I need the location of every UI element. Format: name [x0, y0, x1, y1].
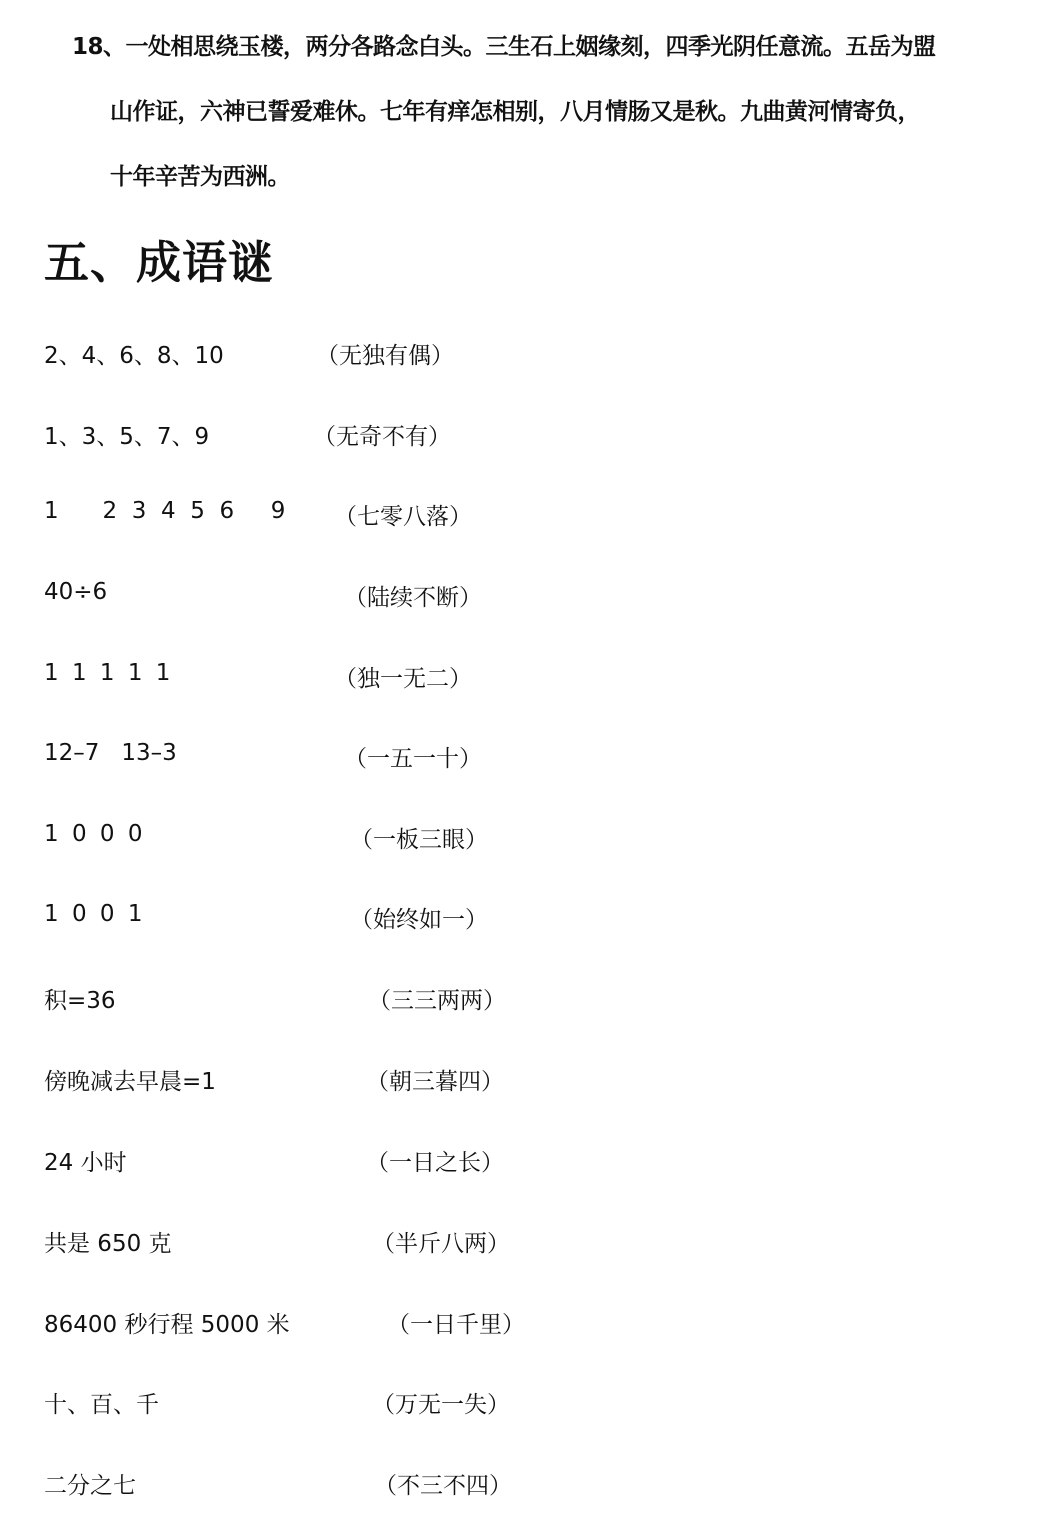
riddle-row: [0, 982, 1045, 1022]
riddle-row: [0, 1467, 1045, 1507]
riddle-row: [0, 1144, 1045, 1184]
riddle-answer: （朝三暮四）: [366, 1069, 504, 1095]
riddle-row: [0, 821, 1045, 861]
riddle-answer: （不三不四）: [374, 1473, 512, 1499]
riddle-row: [0, 1063, 1045, 1103]
poem-line-3: 十年辛苦为西洲。: [110, 164, 290, 190]
riddle-answer: （一板三眼）: [350, 827, 488, 853]
poem-line-1: 18、一处相思绕玉楼，两分各路念白头。三生石上姻缘刻，四季光阴任意流。五岳为盟: [72, 34, 936, 60]
riddle-question: 傍晚减去早晨=1: [44, 1069, 216, 1095]
riddle-question: 十、百、千: [44, 1392, 159, 1418]
poem-line-2: 山作证，六神已誓爱难休。七年有痒怎相别，八月情肠又是秋。九曲黄河情寄负，: [110, 99, 920, 125]
riddle-row: [0, 1225, 1045, 1265]
riddle-answer: （一五一十）: [344, 746, 482, 772]
riddle-answer: （独一无二）: [334, 666, 472, 692]
riddle-answer: （半斤八两）: [372, 1231, 510, 1257]
riddle-answer: （无独有偶）: [316, 343, 454, 369]
riddle-question: 二分之七: [44, 1473, 136, 1499]
riddle-answer: （七零八落）: [334, 504, 472, 530]
riddle-row: [0, 337, 1045, 377]
riddle-answer: （三三两两）: [368, 988, 506, 1014]
riddle-answer: （万无一失）: [372, 1392, 510, 1418]
riddle-row: [0, 418, 1045, 458]
riddle-question: 积=36: [44, 988, 116, 1014]
riddle-row: [0, 901, 1045, 941]
section-title: 五、成语谜: [44, 236, 275, 289]
riddle-row: [0, 660, 1045, 700]
riddle-question: 1 0 0 1: [44, 901, 146, 927]
riddle-question: 2、4、6、8、10: [44, 343, 224, 369]
riddle-row: [0, 1306, 1045, 1346]
riddle-answer: （一日千里）: [387, 1312, 525, 1338]
riddle-row: [0, 498, 1045, 538]
riddle-answer: （始终如一）: [350, 907, 488, 933]
riddle-row: [0, 740, 1045, 780]
riddle-answer: （陆续不断）: [344, 585, 482, 611]
riddle-answer: （一日之长）: [366, 1150, 504, 1176]
riddle-question: 40÷6: [44, 579, 108, 605]
riddle-question: 1 2 3 4 5 6 9: [44, 498, 286, 524]
riddle-row: [0, 1386, 1045, 1426]
riddle-question: 共是 650 克: [44, 1231, 172, 1257]
riddle-question: 12–7 13–3: [44, 740, 177, 766]
riddle-answer: （无奇不有）: [313, 424, 451, 450]
riddle-question: 24 小时: [44, 1150, 127, 1176]
riddle-question: 86400 秒行程 5000 米: [44, 1312, 290, 1338]
riddle-question: 1 1 1 1 1: [44, 660, 174, 686]
riddle-question: 1 0 0 0: [44, 821, 146, 847]
riddle-row: [0, 579, 1045, 619]
riddle-question: 1、3、5、7、9: [44, 424, 210, 450]
